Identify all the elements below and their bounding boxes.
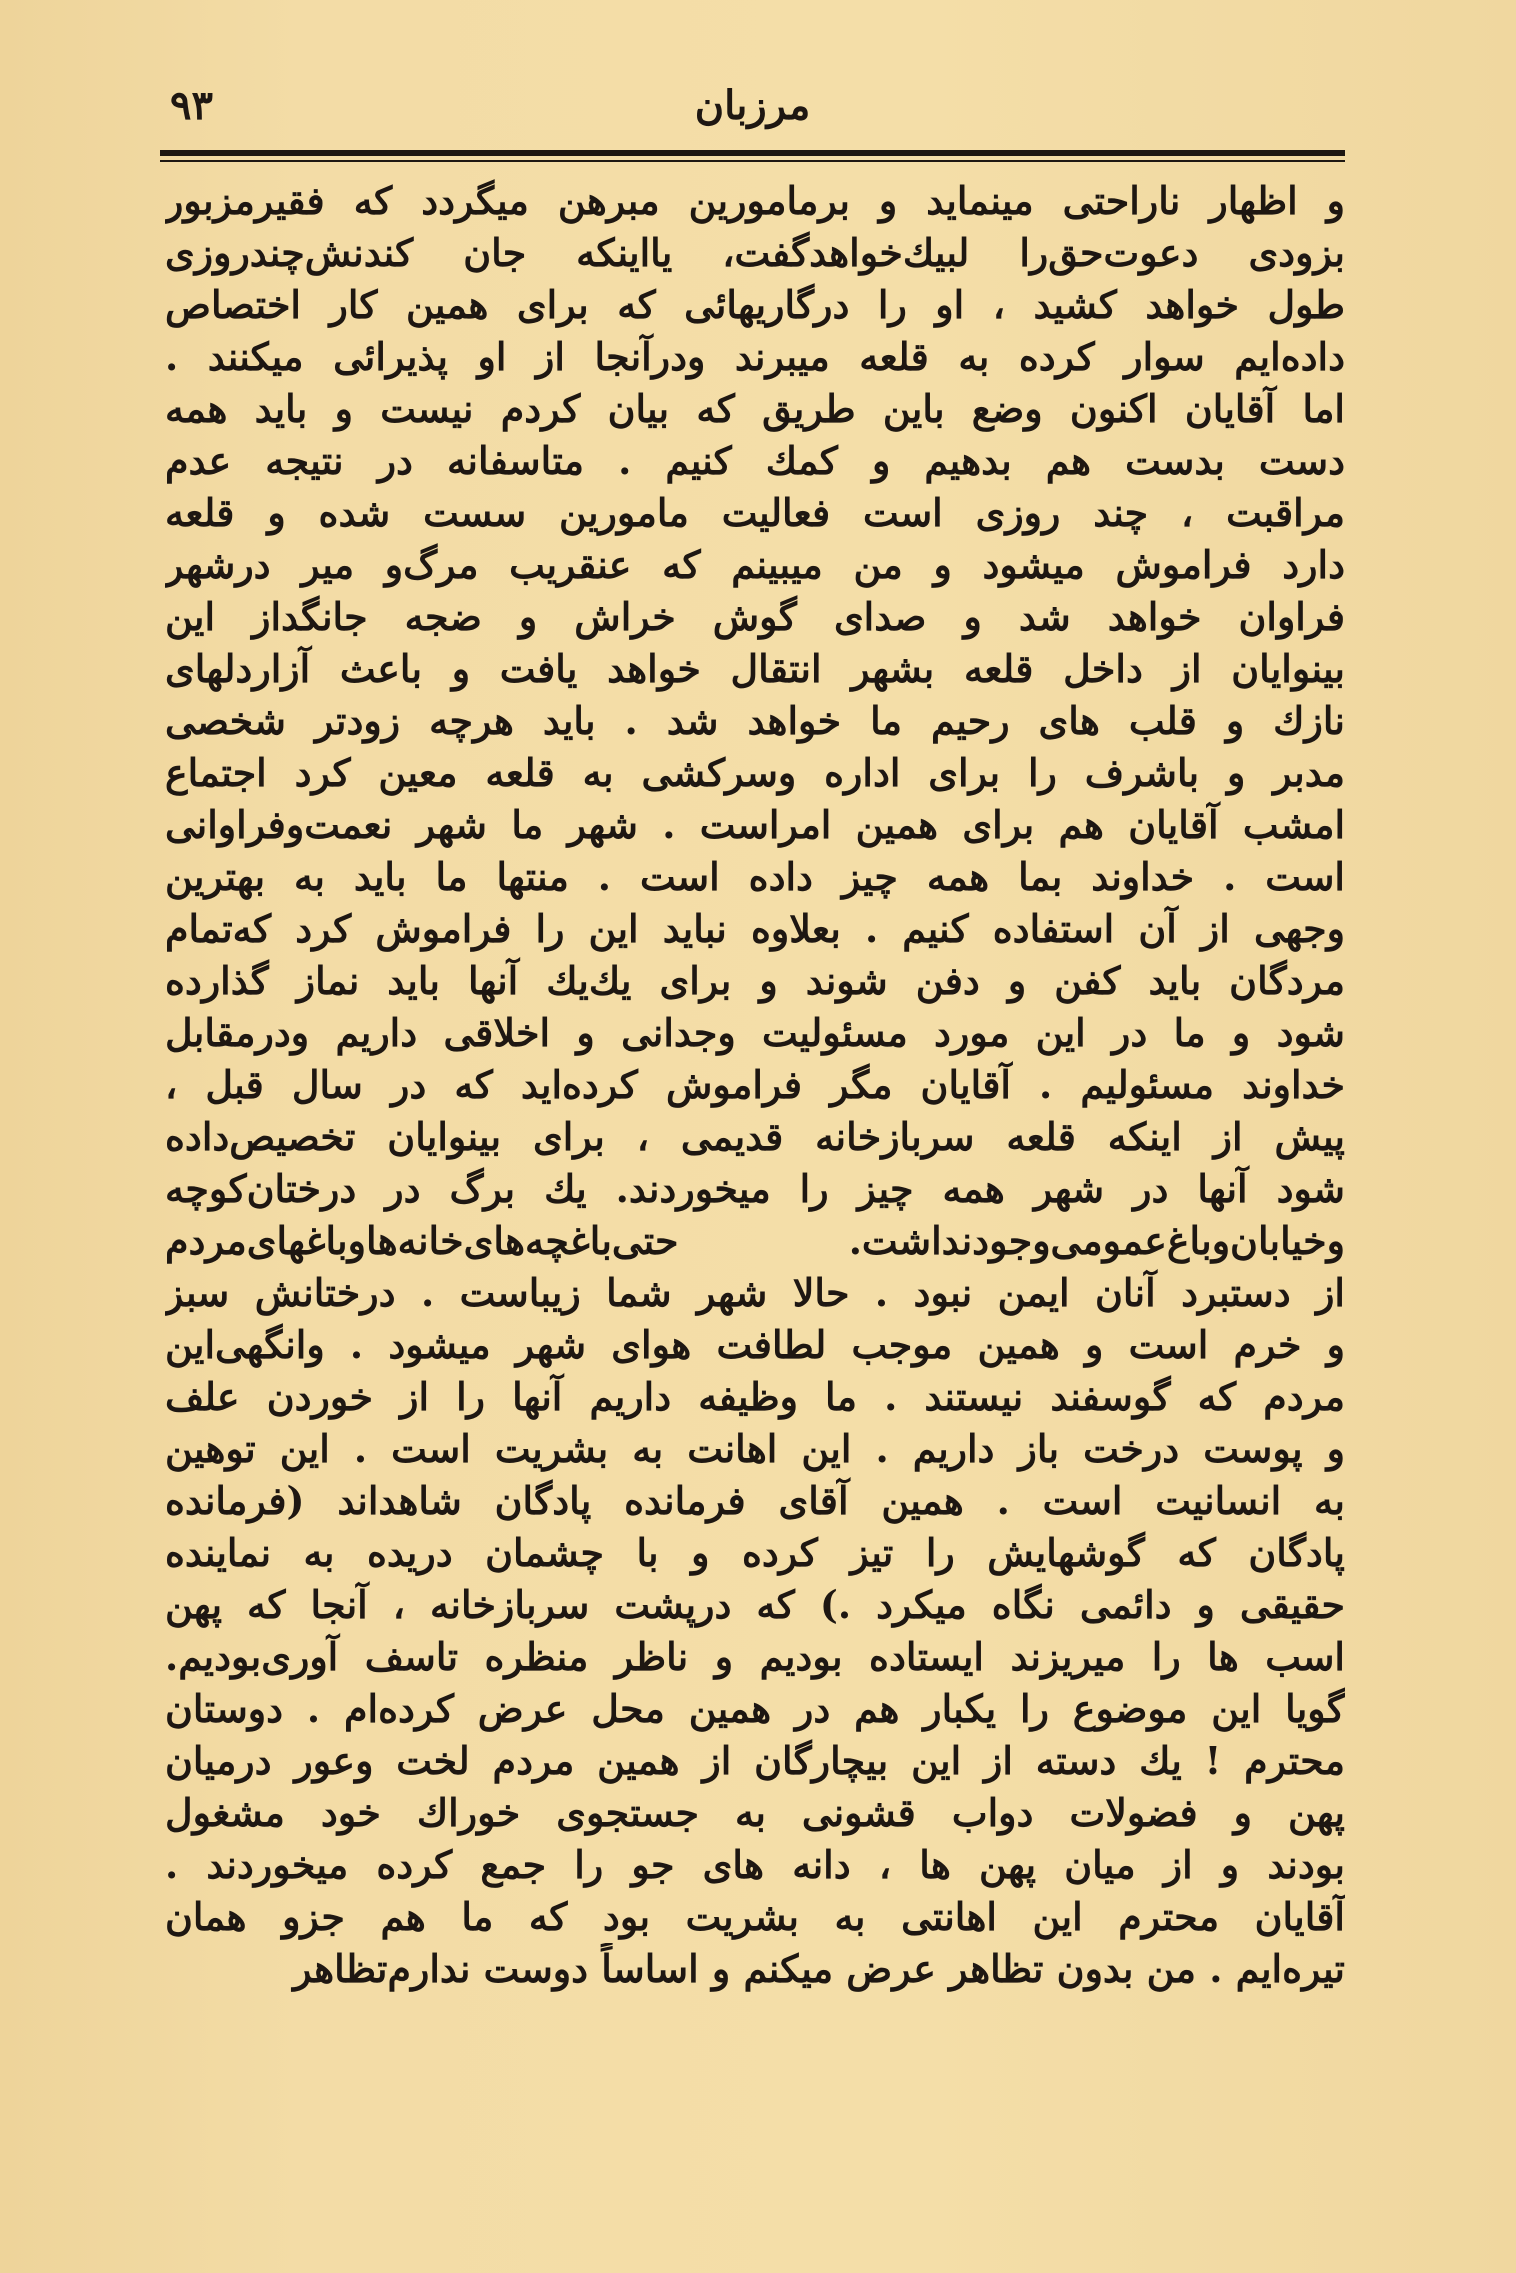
text-line: و اظهار ناراحتی مینماید و برمامورین مبرهن میگردد که فقیرمزبور — [165, 178, 1345, 223]
text-line: شود و ما در این مورد مسئولیت وجدانی و اخلاقی داریم ودرمقابل — [165, 1010, 1345, 1055]
text-line: اسب ها را میریزند ایستاده بودیم و ناظر منظره تاسف آوری‌بودیم. — [165, 1634, 1345, 1679]
text-line: مردم که گوسفند نیستند . ما وظیفه داریم آنها را از خوردن علف — [165, 1374, 1345, 1419]
page-number: ۹۳ — [170, 82, 213, 129]
text-line: بینوایان از داخل قلعه بشهر انتقال خواهد یافت و باعث آزاردلهای — [165, 646, 1345, 691]
text-line: فراوان خواهد شد و صدای گوش خراش و ضجه جانگداز این — [165, 594, 1345, 639]
text-line: خداوند مسئولیم . آقایان مگر فراموش کرده‌اید که در سال قبل ، — [165, 1062, 1345, 1107]
text-line: مردگان باید کفن و دفن شوند و برای یك‌یك آنها باید نماز گذارده — [165, 958, 1345, 1003]
page-header — [160, 82, 1345, 142]
text-line: است . خداوند بما همه چیز داده است . منتها ما باید به بهترین — [165, 854, 1345, 899]
text-line: وجهی از آن استفاده کنیم . بعلاوه نباید این را فراموش کرد که‌تمام — [165, 906, 1345, 951]
text-line: محترم ! یك دسته از این بیچارگان از همین مردم لخت وعور درمیان — [165, 1738, 1345, 1783]
text-line: شود آنها در شهر همه چیز را میخوردند. یك برگ در درختان‌کوچه — [165, 1166, 1345, 1211]
running-title: مرزبان — [694, 82, 811, 129]
text-line: دارد فراموش میشود و من میبینم که عنقریب مرگ‌و میر درشهر — [165, 542, 1345, 587]
text-line: آقایان محترم این اهانتی به بشریت بود که ما هم جزو همان — [165, 1894, 1345, 1939]
text-line: پهن و فضولات دواب قشونی به جستجوی خوراك خود مشغول — [165, 1790, 1345, 1835]
body-text — [165, 175, 1345, 1995]
text-line: از دستبرد آنان ایمن نبود . حالا شهر شما زیباست . درختانش سبز — [165, 1270, 1345, 1315]
text-line: پادگان که گوشهایش را تیز کرده و با چشمان دریده به نماینده — [165, 1530, 1345, 1575]
header-rule-thin — [160, 160, 1345, 162]
text-line: و خرم است و همین موجب لطافت هوای شهر میشود . وانگهی‌این — [165, 1322, 1345, 1367]
text-line: پیش از اینکه قلعه سربازخانه قدیمی ، برای بینوایان تخصیص‌داده — [165, 1114, 1345, 1159]
text-line: تیره‌ایم . من بدون تظاهر عرض میکنم و اساساً دوست ندارم‌تظاهر — [293, 1946, 1345, 1991]
text-line: دست بدست هم بدهیم و کمك کنیم . متاسفانه در نتیجه عدم — [165, 438, 1345, 483]
text-line: بزودی دعوت‌حق‌را لبیك‌خواهدگفت، یااینکه جان کندنش‌چندروزی — [165, 230, 1345, 275]
text-line: حقیقی و دائمی نگاه میکرد .) که درپشت سربازخانه ، آنجا که پهن — [165, 1582, 1345, 1627]
text-line: طول خواهد کشید ، او را درگاریهائی که برای همین کار اختصاص — [165, 282, 1345, 327]
text-line: به انسانیت است . همین آقای فرمانده پادگان شاهداند (فرمانده — [165, 1478, 1345, 1523]
header-rule-thick — [160, 150, 1345, 156]
text-line: و پوست درخت باز داریم . این اهانت به بشریت است . این توهین — [165, 1426, 1345, 1471]
text-line: وخیابان‌وباغ‌عمومی‌وجودنداشت. حتی‌باغچه‌های‌خانه‌هاوباغهای‌مردم — [165, 1218, 1345, 1263]
text-line: امشب آقایان هم برای همین امراست . شهر ما شهر نعمت‌وفراوانی — [165, 802, 1345, 847]
text-line: مدبر و باشرف را برای اداره وسرکشی به قلعه معین کرد اجتماع — [165, 750, 1345, 795]
text-line: اما آقایان اکنون وضع باین طریق که بیان کردم نیست و باید همه — [165, 386, 1345, 431]
text-line: نازك و قلب های رحیم ما خواهد شد . باید هرچه زودتر شخصی — [165, 698, 1345, 743]
text-line: بودند و از میان پهن ها ، دانه های جو را جمع کرده میخوردند . — [165, 1842, 1345, 1887]
text-line: گویا این موضوع را یکبار هم در همین محل عرض کرده‌ام . دوستان — [165, 1686, 1345, 1731]
text-line: داده‌ایم سوار کرده به قلعه میبرند ودرآنجا از او پذیرائی میکنند . — [165, 334, 1345, 379]
text-line: مراقبت ، چند روزی است فعالیت مامورین سست شده و قلعه — [165, 490, 1345, 535]
